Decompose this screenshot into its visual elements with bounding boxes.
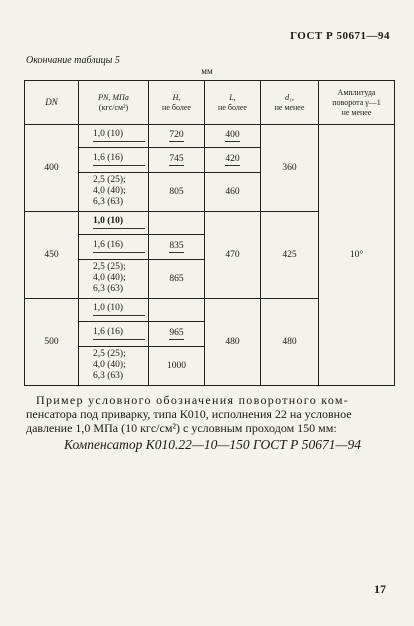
header-amp-line: Амплитуда <box>337 87 376 97</box>
cell-pn <box>79 346 149 385</box>
cell-dn: 400 <box>25 125 79 212</box>
cell-h <box>149 234 205 259</box>
header-amp-line: поворота γ—1 <box>332 97 381 107</box>
cell-d1: 480 <box>261 298 319 385</box>
spec-table-container <box>24 80 394 386</box>
header-h <box>149 81 205 125</box>
cell-amplitude: 10° <box>319 125 395 386</box>
pn-value: 1,6 (16) <box>93 153 145 166</box>
pn-value: 1,0 (10) <box>93 216 145 229</box>
cell-pn <box>79 234 149 259</box>
h-value: 745 <box>169 153 184 164</box>
header-l <box>205 81 261 125</box>
header-amplitude <box>319 81 395 125</box>
pn-value: 1,0 (10) <box>93 303 145 316</box>
header-dn: DN <box>25 81 79 125</box>
header-l-line: не более <box>218 102 247 112</box>
header-amp-line: не менее <box>341 107 372 117</box>
header-pn <box>79 81 149 125</box>
example-line: пенсатора под приварку, типа К010, исполнения 22 на условное <box>26 407 352 421</box>
cell-h <box>149 321 205 346</box>
pn-value: 1,0 (10) <box>93 129 145 142</box>
cell-dn: 450 <box>25 211 79 298</box>
page-number: 17 <box>374 582 386 596</box>
header-d1 <box>261 81 319 125</box>
pn-value: 6,3 (63) <box>93 284 124 295</box>
h-value: 835 <box>169 240 184 251</box>
pn-value: 6,3 (63) <box>93 197 124 208</box>
table-header-row <box>25 81 395 125</box>
example-line: давление 1,0 МПа (10 кгс/см²) с условным проходом 150 мм: <box>26 421 337 435</box>
h-value: 720 <box>169 129 184 140</box>
standard-code: ГОСТ Р 50671—94 <box>290 30 390 42</box>
cell-pn <box>79 172 149 211</box>
example-paragraph <box>26 393 396 435</box>
cell-h <box>149 211 205 234</box>
designation-example: Компенсатор К010.22—10—150 ГОСТ Р 50671—94 <box>64 437 361 452</box>
cell-l <box>205 147 261 172</box>
pn-value: 4,0 (40); <box>93 186 126 197</box>
cell-d1: 360 <box>261 125 319 212</box>
cell-dn: 500 <box>25 298 79 385</box>
header-d1-line: d₁, <box>285 92 294 102</box>
cell-l <box>205 125 261 148</box>
cell-l: 460 <box>205 172 261 211</box>
pn-value: 6,3 (63) <box>93 371 124 382</box>
l-value: 400 <box>225 129 240 140</box>
h-value: 965 <box>169 327 184 338</box>
units-label: мм <box>201 66 213 76</box>
cell-h <box>149 298 205 321</box>
cell-d1: 425 <box>261 211 319 298</box>
example-line: Пример условного обозначения поворотного ком- <box>36 393 350 407</box>
pn-value: 2,5 (25); <box>93 175 126 186</box>
header-l-line: L, <box>229 92 236 102</box>
cell-l: 480 <box>205 298 261 385</box>
pn-value: 4,0 (40); <box>93 273 126 284</box>
header-h-line: H, <box>172 92 181 102</box>
cell-pn <box>79 298 149 321</box>
l-value: 420 <box>225 153 240 164</box>
header-pn-line: (кгс/см²) <box>98 102 129 112</box>
cell-h: 865 <box>149 259 205 298</box>
cell-h <box>149 147 205 172</box>
cell-l: 470 <box>205 211 261 298</box>
pn-value: 4,0 (40); <box>93 360 126 371</box>
cell-h: 1000 <box>149 346 205 385</box>
pn-value: 2,5 (25); <box>93 349 126 360</box>
pn-value: 1,6 (16) <box>93 240 145 253</box>
pn-value: 2,5 (25); <box>93 262 126 273</box>
cell-pn <box>79 125 149 148</box>
cell-pn <box>79 321 149 346</box>
cell-pn <box>79 147 149 172</box>
table-caption: Окончание таблицы 5 <box>26 55 120 66</box>
spec-table <box>24 80 395 386</box>
cell-h: 805 <box>149 172 205 211</box>
cell-pn <box>79 211 149 234</box>
cell-pn <box>79 259 149 298</box>
table-row <box>25 125 395 148</box>
header-h-line: не более <box>162 102 191 112</box>
pn-value: 1,6 (16) <box>93 327 145 340</box>
cell-h <box>149 125 205 148</box>
header-pn-line: PN, МПа <box>98 92 129 102</box>
header-d1-line: не менее <box>274 102 305 112</box>
